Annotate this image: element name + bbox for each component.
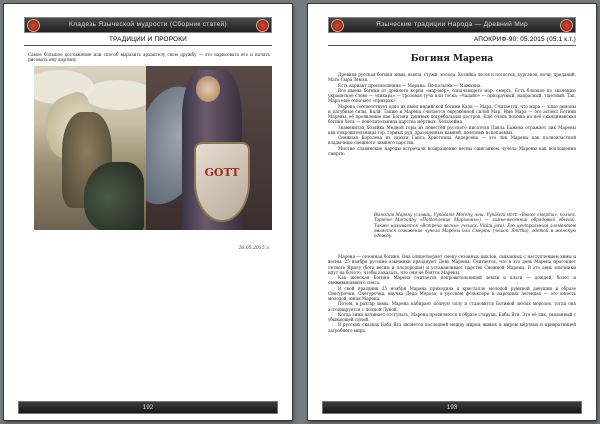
left-intro-text: Самое большое достижение или способ выразить архангелу свою дружбу — это нарисовать его и начать рисовать ему картину.: [28, 52, 270, 63]
left-section-title: ТРАДИЦИИ И ПРОРОКИ: [24, 36, 272, 46]
paragraph: Знаменитая Хозяйка Медной горы из повестей русского писателя Павла Бажова отражает лик Марены как покровительницы гор, горных руд, драгоценных камней, полезных ископаемых.: [328, 124, 576, 135]
shield: [194, 142, 250, 222]
article-quote: Выносим Марену (словац. Vynášanie Moreny, чеш. Vynášení smrti «Вынос смерти», польск. Topienie Marzanny «Потопление Марзанны») — зимне-весенний обрядовый обычай. Также называется «Встреча весны» (чешск. Vítání jara). Его центральным элементом является сожжение чучела Марены или Смерти (чешск. Smrtka), одетой в женскую одежду.: [374, 212, 576, 238]
paragraph: В русских сказках Баба Яга является последней между миром живых и миром мёртвых и привратницей загробного мира.: [328, 322, 576, 333]
right-header-bar: [328, 17, 576, 33]
right-section-title: АПОКРИФ-90: 05.2015 (05.1 к.т.): [328, 36, 576, 46]
right-page-number: 193: [322, 401, 582, 414]
figure-caption: 26.05.2015 г.: [238, 246, 270, 251]
paragraph: Как женская Богиня Марена считается покровительницей земли и влаги — дождей, болот и свежевыпавшего снега.: [328, 275, 576, 286]
paragraph: Все имена богини от древнего корня «мар-мор», означающего мор, смерть. Есть близкое по значению украинское слово — «кикара» — грозовая туча или тоска, «чадайо» — призрачный, напрасный, тщетный. Так, Мара ещё означает «призрак».: [328, 87, 576, 104]
paragraph: Когда зима начинает отступать, Марена проявляется в образе старухи, Бабы Яги. Это её лик, связанный с убывающей луной.: [328, 311, 576, 322]
emblem-icon: [27, 19, 40, 32]
paragraph: Марена соответствует одно из имён индийской богини Кали — Мара. Считается, что мара — злые демоны и пагубные силы. Кали. Также и Марена считается окружённой силой Мар. Имя Мара — это аспект Богини Марены, её проявление как Богини тринных погребальных костров. Ещё очень похожа на неё скандинавская богиня Хель — повелительница царства мёртвых, Хельхейма.: [328, 103, 576, 125]
article-body-continued: [328, 254, 576, 333]
paragraph: Есть вариант произношения — Морана. По-польски — Мажанна.: [338, 82, 482, 88]
paragraph: Потом, в разгар зимы, Марена набирает полную силу и становится Богиней лютых морозов, тогда она ассоциируется с полной Луной.: [328, 301, 576, 312]
emblem-icon: [256, 19, 269, 32]
emblem-icon: [560, 19, 573, 32]
paragraph: В свой праздник 25 ноября Марена приходила в кристалле молодой румяной девушки в образе Снегурочки. Снегурочка, внучка Деда Мороза, в русском фольклоре и народных легендах — это юность молодой, юная Марена.: [328, 285, 576, 301]
archangel-painting: [34, 66, 146, 230]
paragraph: Древняя русская богиня зимы, вьюги, стужи, холода. Хозяйка лесов и погостов, курганов, ночи, преданий, Мать Сыра Земля.: [328, 72, 576, 83]
right-page: [308, 4, 596, 420]
paragraph: Многие славянские народы встречали возвращение весны сжиганием чучела Марены как воплощения смерти:: [328, 145, 576, 156]
paragraph: Марена — сезонная богиня. Она олицетворяет смену сезонных циклов, связанных с наступлением зимы и весны. 25 ноября русские язычники празднуют День Марены. Считается, что в это день Марена прогоняет летнего Ярилу (бога весны и плодородия) и устанавливает царство Снежной Марены. В это день язычники идут на болото, чтобы показать, что они не боятся Марены.: [328, 254, 576, 275]
article-title: Богиня Марена: [410, 54, 494, 64]
left-page: [4, 4, 292, 420]
left-header-title: Кладезь Языческой мудрости (Сборник статей): [68, 21, 228, 28]
left-header-bar: [24, 17, 272, 33]
article-body: [328, 72, 576, 156]
paragraph: Снежная Королева из сказки Ганса Христиана Андерсена — это лик Марены как полновластной владычицы снежного зимнего царства.: [328, 135, 576, 146]
shield-text: GOTT: [204, 166, 240, 179]
angel-with-shield-image: [146, 66, 272, 230]
left-page-number: 192: [18, 401, 278, 414]
right-header-title: Языческие традиции Народа — Древний Мир: [376, 21, 528, 28]
emblem-icon: [331, 19, 344, 32]
illustration-pair: [34, 66, 272, 230]
